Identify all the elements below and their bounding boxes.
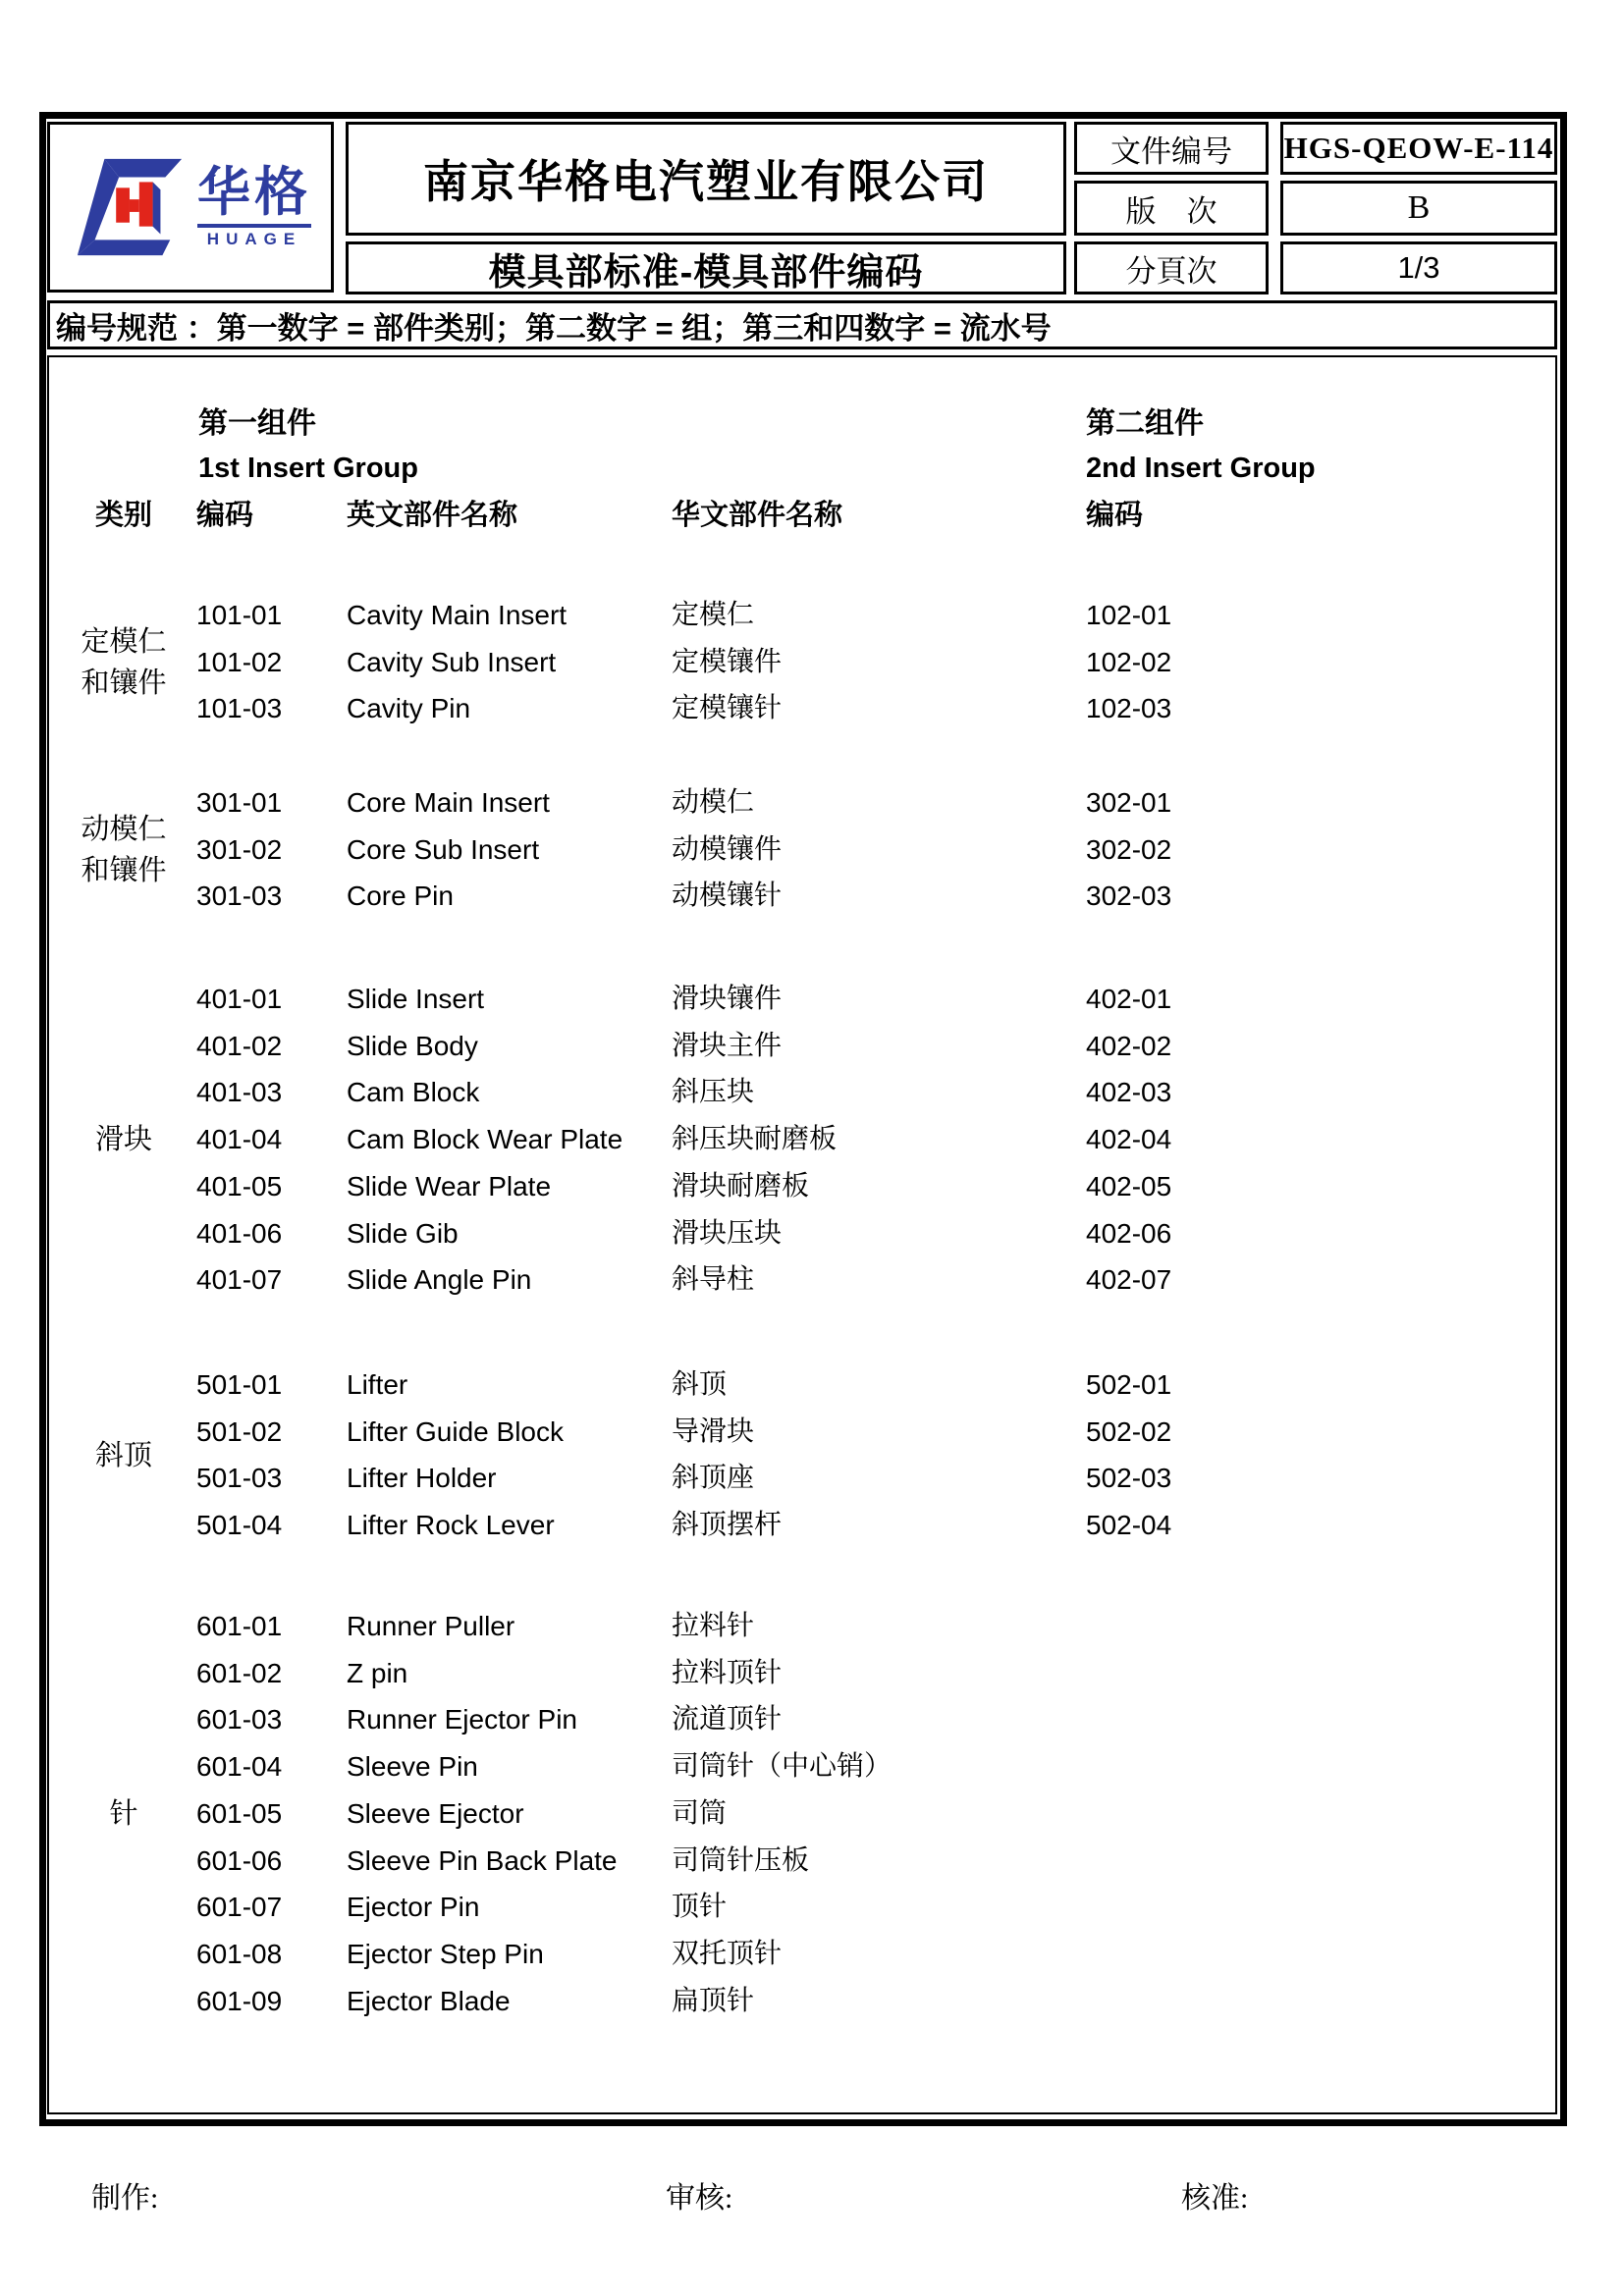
part-code: 501-04 [196,1510,283,1541]
part-code-2nd: 102-03 [1086,693,1172,724]
column-header-code: 编码 [196,500,254,531]
part-name-cn: 斜顶摆杆 [672,1510,783,1541]
part-code: 401-05 [196,1170,283,1201]
part-name-cn: 定模仁 [672,600,755,630]
part-code: 401-03 [196,1077,283,1108]
part-code-2nd: 502-01 [1086,1369,1172,1400]
part-code: 601-06 [196,1844,283,1876]
table-row [0,1116,1623,1163]
logo-wrap [70,156,311,258]
part-name-en: Cavity Sub Insert [347,646,557,677]
part-code: 301-02 [196,833,283,865]
part-code: 601-09 [196,1985,283,2016]
part-name-cn: 拉料顶针 [672,1657,783,1688]
part-code: 401-02 [196,1030,283,1061]
part-name-en: Ejector Pin [347,1892,480,1923]
part-code: 601-08 [196,1938,283,1969]
footer-approver-label: 核准: [1181,2182,1249,2215]
part-code: 501-01 [196,1369,283,1400]
part-code: 601-02 [196,1657,283,1688]
table-row [0,1163,1623,1210]
part-name-cn: 滑块压块 [672,1217,783,1249]
part-code: 601-05 [196,1797,283,1829]
doc-number-label: 文件编号 [1074,122,1269,175]
part-name-en: Core Main Insert [347,787,550,818]
category-label-line: 斜顶 [94,1439,152,1471]
part-code: 101-01 [196,600,283,630]
group2-title-en: 2nd Insert Group [1086,453,1316,484]
part-name-en: Lifter [347,1369,408,1400]
part-name-en: Core Sub Insert [347,833,540,865]
doc-number-value: HGS-QEOW-E-114 [1280,122,1557,175]
version-label: 版 次 [1074,181,1269,236]
table-row [0,1931,1623,1978]
table-row [0,1409,1623,1456]
column-header-code2: 编码 [1086,500,1144,531]
part-name-cn: 双托顶针 [672,1938,783,1969]
part-name-en: Lifter Guide Block [347,1415,564,1447]
part-name-cn: 斜顶 [672,1369,728,1400]
part-code: 401-01 [196,984,283,1014]
page-number-label: 分頁次 [1074,241,1269,294]
company-logo [47,122,334,293]
part-name-cn: 动模镶针 [672,881,783,912]
part-name-cn: 导滑块 [672,1415,755,1447]
part-name-cn: 司筒针压板 [672,1844,810,1876]
part-name-cn: 滑块镶件 [672,984,783,1014]
part-code: 401-06 [196,1217,283,1249]
table-row [0,1502,1623,1549]
part-code: 301-01 [196,787,283,818]
part-code: 501-03 [196,1463,283,1494]
table-row [0,827,1623,874]
part-name-cn: 流道顶针 [672,1704,783,1735]
part-code: 101-02 [196,646,283,677]
part-name-en: Runner Puller [347,1611,515,1641]
part-code-2nd: 302-03 [1086,881,1172,912]
part-name-en: Z pin [347,1657,408,1688]
part-name-cn: 扁顶针 [672,1985,755,2016]
part-code: 601-04 [196,1751,283,1783]
part-name-en: Lifter Rock Lever [347,1510,555,1541]
category-label-line: 针 [109,1797,138,1830]
footer-reviewer-label: 审核: [666,2182,733,2215]
part-name-en: Slide Gib [347,1217,459,1249]
part-name-cn: 动模镶件 [672,833,783,865]
part-name-cn: 滑块耐磨板 [672,1170,810,1201]
page-number-value: 1/3 [1280,241,1557,294]
table-row [0,1838,1623,1885]
part-name-en: Cam Block [347,1077,480,1108]
table-row [0,1696,1623,1743]
part-code-2nd: 102-02 [1086,646,1172,677]
part-code: 401-04 [196,1124,283,1155]
huage-logo-mark [70,156,186,258]
part-code: 101-03 [196,693,283,724]
part-code-2nd: 302-02 [1086,833,1172,865]
table-row [0,1256,1623,1304]
column-header-category: 类别 [94,500,152,531]
part-code-2nd: 302-01 [1086,787,1172,818]
category-label-line: 滑块 [94,1124,152,1156]
part-name-en: Slide Body [347,1030,478,1061]
part-name-cn: 动模仁 [672,787,755,818]
logo-cn-text: 华格 [197,163,311,223]
column-header-name-cn: 华文部件名称 [672,500,843,531]
table-row [0,685,1623,732]
version-value: B [1280,181,1557,236]
table-row [0,639,1623,686]
table-row [0,1650,1623,1697]
part-name-en: Slide Angle Pin [347,1264,532,1296]
group1-title-cn: 第一组件 [198,407,316,440]
table-row [0,1210,1623,1257]
part-code-2nd: 502-04 [1086,1510,1172,1541]
part-code: 601-03 [196,1704,283,1735]
part-name-cn: 顶针 [672,1892,728,1923]
category-label-line: 定模仁 [81,625,167,658]
part-code-2nd: 402-02 [1086,1030,1172,1061]
table-row [0,1603,1623,1650]
part-code-2nd: 402-05 [1086,1170,1172,1201]
part-code-2nd: 502-02 [1086,1415,1172,1447]
table-row [0,1362,1623,1409]
part-name-cn: 定模镶件 [672,646,783,677]
part-name-cn: 定模镶针 [672,693,783,724]
part-code: 601-07 [196,1892,283,1923]
part-name-cn: 滑块主件 [672,1030,783,1061]
part-name-en: Ejector Step Pin [347,1938,544,1969]
table-row [0,1790,1623,1838]
part-code-2nd: 402-06 [1086,1217,1172,1249]
part-name-en: Cavity Main Insert [347,600,568,630]
part-name-en: Lifter Holder [347,1463,497,1494]
part-name-cn: 司筒针（中心销） [672,1751,893,1783]
category-label-line: 动模仁 [81,813,167,845]
table-row [0,1884,1623,1931]
part-code: 401-07 [196,1264,283,1296]
table-row [0,1743,1623,1790]
table-row [0,873,1623,920]
footer-maker-label: 制作: [91,2182,159,2215]
part-name-cn: 斜顶座 [672,1463,755,1494]
part-code-2nd: 502-03 [1086,1463,1172,1494]
part-code-2nd: 402-07 [1086,1264,1172,1296]
part-code-2nd: 102-01 [1086,600,1172,630]
part-name-en: Sleeve Pin Back Plate [347,1844,618,1876]
group1-title-en: 1st Insert Group [198,453,418,484]
document-title: 模具部标准-模具部件编码 [346,241,1066,294]
part-code: 501-02 [196,1415,283,1447]
part-code: 301-03 [196,881,283,912]
part-code-2nd: 402-03 [1086,1077,1172,1108]
part-name-en: Cavity Pin [347,693,471,724]
category-label-line: 和镶件 [81,667,167,699]
part-name-cn: 斜压块 [672,1077,755,1108]
table-row [0,1455,1623,1502]
table-row [0,779,1623,827]
table-row [0,1023,1623,1070]
part-name-en: Slide Wear Plate [347,1170,552,1201]
table-row [0,592,1623,639]
part-name-en: Runner Ejector Pin [347,1704,578,1735]
column-header-name-en: 英文部件名称 [347,500,518,531]
part-name-en: Sleeve Pin [347,1751,478,1783]
company-name: 南京华格电汽塑业有限公司 [346,122,1066,236]
part-code: 601-01 [196,1611,283,1641]
table-row [0,976,1623,1023]
part-name-en: Core Pin [347,881,454,912]
part-name-en: Slide Insert [347,984,485,1014]
part-name-en: Sleeve Ejector [347,1797,524,1829]
numbering-rule-note: 编号规范 ：第一数字 = 部件类别；第二数字 = 组；第三和四数字 = 流水号 [47,300,1557,349]
logo-en-text: HUAGE [206,229,302,248]
part-name-cn: 斜导柱 [672,1264,755,1296]
group2-title-cn: 第二组件 [1086,407,1204,440]
part-name-cn: 司筒 [672,1797,728,1829]
logo-text [197,165,311,249]
part-name-cn: 拉料针 [672,1611,755,1641]
part-name-cn: 斜压块耐磨板 [672,1124,838,1155]
table-row [0,1978,1623,2025]
table-row [0,1069,1623,1116]
logo-rule [197,224,311,228]
part-code-2nd: 402-01 [1086,984,1172,1014]
part-name-en: Cam Block Wear Plate [347,1124,623,1155]
part-code-2nd: 402-04 [1086,1124,1172,1155]
category-label-line: 和镶件 [81,854,167,886]
part-name-en: Ejector Blade [347,1985,511,2016]
